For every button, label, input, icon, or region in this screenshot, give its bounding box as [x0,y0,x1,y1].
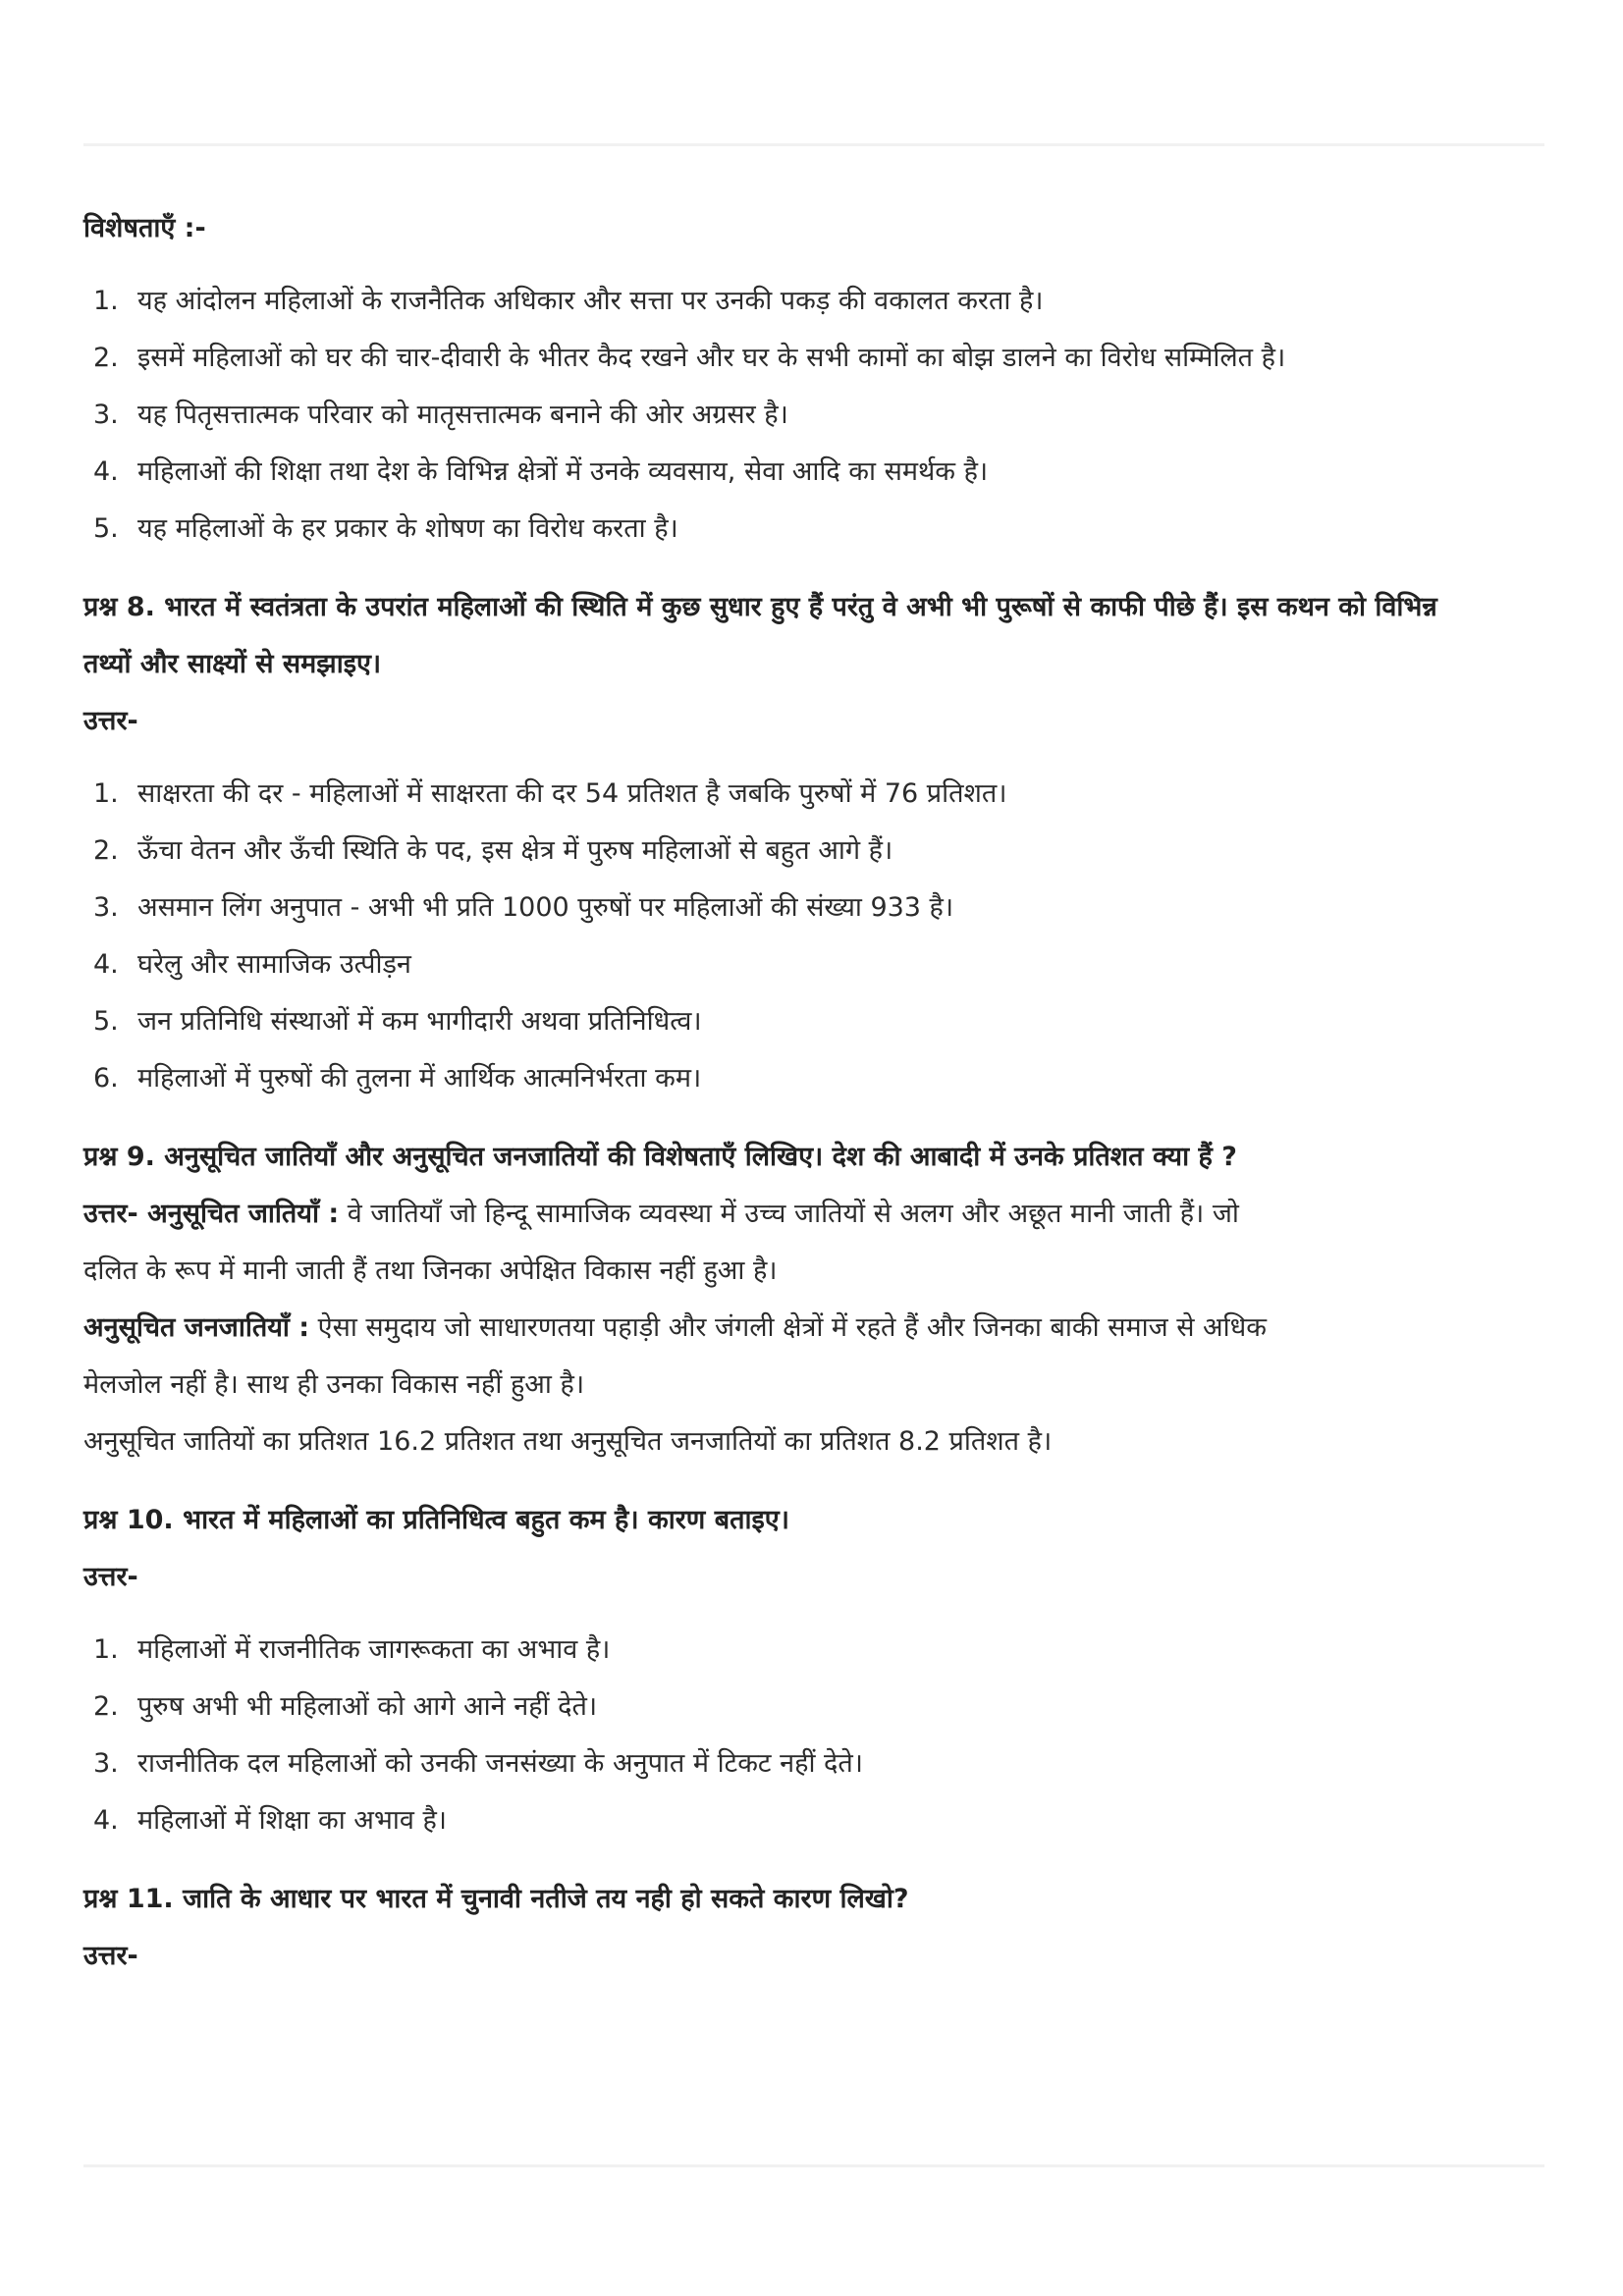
answer-label-10: उत्तर- [83,1562,138,1592]
list-item: 1. साक्षरता की दर - महिलाओं में साक्षरता की दर 54 प्रतिशत है जबकि पुरुषों में 76 प्रतिशत। [93,778,1007,809]
list-item: 1. महिलाओं में राजनीतिक जागरूकता का अभाव है। [93,1634,611,1665]
answer-label-11: उत्तर- [83,1941,138,1971]
list-item: 3. असमान लिंग अनुपात - अभी भी प्रति 1000 पुरुषों पर महिलाओं की संख्या 933 है। [93,892,954,923]
q8-answer-list [83,766,1546,1107]
top-divider [83,143,1544,146]
list-item: 2. ऊँचा वेतन और ऊँची स्थिति के पद, इस क्षेत्र में पुरुष महिलाओं से बहुत आगे हैं। [93,835,893,866]
question-10: प्रश्न 10. भारत में महिलाओं का प्रतिनिधित्व बहुत कम है। कारण बताइए। [83,1505,789,1535]
q9-percent: अनुसूचित जातियों का प्रतिशत 16.2 प्रतिशत तथा अनुसूचित जनजातियों का प्रतिशत 8.2 प्रतिशत है। [83,1426,1053,1457]
bottom-divider [83,2164,1544,2167]
question-9: प्रश्न 9. अनुसूचित जातियाँ और अनुसूचित जनजातियों की विशेषताएँ लिखिए। देश की आबादी में उनके प्रतिशत क्या हैं ? [83,1142,1237,1172]
answer-label-8: उत्तर- [83,706,138,736]
features-list [83,273,1546,558]
q10-answer-list [83,1622,1546,1849]
list-item: 2. इसमें महिलाओं को घर की चार-दीवारी के भीतर कैद रखने और घर के सभी कामों का बोझ डालने का विरोध सम्मिलित है। [93,343,1286,373]
features-heading: विशेषताएँ :- [83,213,206,243]
list-item: 1. यह आंदोलन महिलाओं के राजनैतिक अधिकार और सत्ता पर उनकी पकड़ की वकालत करता है। [93,286,1044,316]
list-item: 3. राजनीतिक दल महिलाओं को उनकी जनसंख्या के अनुपात में टिकट नहीं देते। [93,1748,863,1779]
list-item: 4. घरेलु और सामाजिक उत्पीड़न [93,949,411,980]
list-item: 3. यह पितृसत्तात्मक परिवार को मातृसत्तात्मक बनाने की ओर अग्रसर है। [93,400,788,430]
q9-st-answer: अनुसूचित जनजातियाँ : ऐसा समुदाय जो साधारणतया पहाड़ी और जंगली क्षेत्रों में रहते हैं और जिनका बाकी समाज से अधिक मेलजोल नहीं है। साथ ही उनका विकास नहीं हुआ है। [83,1312,1268,1400]
document-body [83,200,1546,1985]
list-item: 4. महिलाओं में शिक्षा का अभाव है। [93,1805,448,1836]
list-item: 4. महिलाओं की शिक्षा तथा देश के विभिन्न क्षेत्रों में उनके व्यवसाय, सेवा आदि का समर्थक है। [93,456,989,487]
question-11: प्रश्न 11. जाति के आधार पर भारत में चुनावी नतीजे तय नही हो सकते कारण लिखो? [83,1884,909,1914]
list-item: 5. यह महिलाओं के हर प्रकार के शोषण का विरोध करता है। [93,513,678,544]
list-item: 5. जन प्रतिनिधि संस्थाओं में कम भागीदारी अथवा प्रतिनिधित्व। [93,1006,702,1037]
list-item: 6. महिलाओं में पुरुषों की तुलना में आर्थिक आत्मनिर्भरता कम। [93,1063,702,1094]
q9-sc-answer: उत्तर- अनुसूचित जातियाँ : वे जातियाँ जो हिन्दू सामाजिक व्यवस्था में उच्च जातियों से अलग और अछूत मानी जाती हैं। जो दलित के रूप में मानी जाती हैं तथा जिनका अपेक्षित विकास नहीं हुआ है। [83,1199,1239,1286]
question-8: प्रश्न 8. भारत में स्वतंत्रता के उपरांत महिलाओं की स्थिति में कुछ सुधार हुए हैं परंतु वे अभी भी पुरूषों से काफी पीछे हैं। इस कथन को विभिन्न तथ्यों और साक्ष्यों से समझाइए। [83,592,1437,679]
list-item: 2. पुरुष अभी भी महिलाओं को आगे आने नहीं देते। [93,1691,598,1722]
